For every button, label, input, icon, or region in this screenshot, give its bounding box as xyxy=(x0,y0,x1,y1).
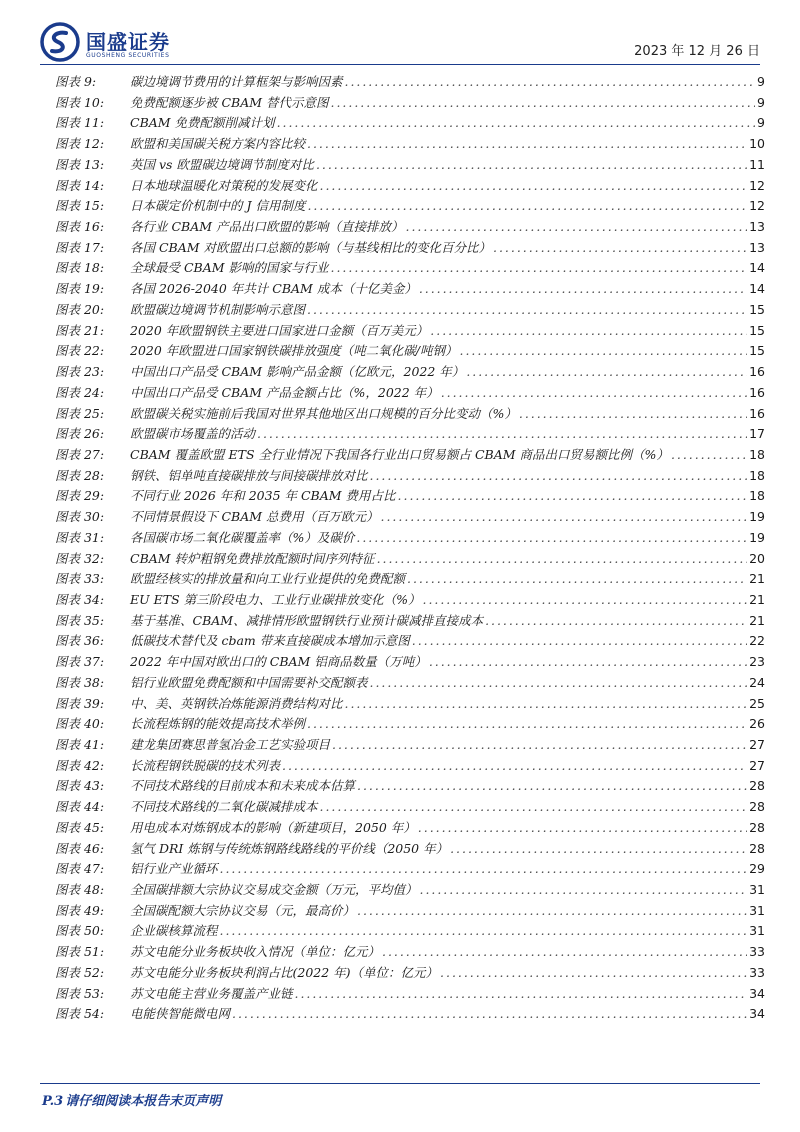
toc-dot-leader xyxy=(307,714,747,735)
toc-figure-label: 图表 27: xyxy=(55,446,105,462)
toc-figure-label: 图表 20: xyxy=(55,301,105,317)
toc-figure-label: 图表 25: xyxy=(55,405,105,421)
toc-figure-title: 基于基准、CBAM、减排情形欧盟钢铁行业预计碳减排直接成本 xyxy=(130,612,484,628)
toc-page-number: 18 xyxy=(749,446,765,462)
toc-dot-leader xyxy=(357,776,747,797)
toc-entry[interactable] xyxy=(55,341,765,362)
toc-figure-title: 2022 年中国对欧出口的 CBAM 铝商品数量（万吨） xyxy=(130,654,427,670)
toc-entry[interactable] xyxy=(55,134,765,155)
toc-entry[interactable] xyxy=(55,756,765,777)
toc-figure-label: 图表 43: xyxy=(55,778,105,794)
toc-dot-leader xyxy=(441,383,747,404)
toc-page-number: 11 xyxy=(749,156,765,172)
toc-figure-label: 图表 49: xyxy=(55,902,105,918)
toc-figure-title: 中、美、英钢铁冶炼能源消费结构对比 xyxy=(130,695,343,711)
toc-figure-title: 钢铁、铝单吨直接碳排放与间接碳排放对比 xyxy=(130,467,368,483)
toc-page-number: 21 xyxy=(749,571,765,587)
toc-page-number: 28 xyxy=(749,819,765,835)
toc-entry[interactable] xyxy=(55,569,765,590)
toc-entry[interactable] xyxy=(55,611,765,632)
toc-figure-title: CBAM 免费配额削减计划 xyxy=(130,115,275,131)
toc-entry[interactable] xyxy=(55,507,765,528)
toc-page-number: 14 xyxy=(749,281,765,297)
toc-dot-leader xyxy=(316,155,747,176)
toc-figure-label: 图表 24: xyxy=(55,384,105,400)
toc-entry[interactable] xyxy=(55,590,765,611)
toc-dot-leader xyxy=(493,238,747,259)
toc-figure-label: 图表 32: xyxy=(55,550,105,566)
toc-dot-leader xyxy=(220,921,748,942)
toc-figure-label: 图表 45: xyxy=(55,819,105,835)
toc-figure-title: 电能侠智能微电网 xyxy=(130,1006,231,1022)
toc-figure-title: 全国碳排额大宗协议交易成交金额（万元，平均值） xyxy=(130,882,418,898)
toc-entry[interactable] xyxy=(55,93,765,114)
toc-page-number: 34 xyxy=(749,985,765,1001)
toc-figure-label: 图表 38: xyxy=(55,674,105,690)
figure-list xyxy=(55,72,765,1025)
toc-dot-leader xyxy=(450,839,747,860)
toc-figure-label: 图表 47: xyxy=(55,861,105,877)
toc-page-number: 29 xyxy=(749,861,765,877)
toc-dot-leader xyxy=(356,528,747,549)
toc-page-number: 33 xyxy=(749,964,765,980)
footer-divider xyxy=(40,1083,760,1084)
toc-entry[interactable] xyxy=(55,279,765,300)
toc-figure-title: 企业碳核算流程 xyxy=(130,923,218,939)
page-header xyxy=(40,20,760,66)
toc-entry[interactable] xyxy=(55,113,765,134)
toc-entry[interactable] xyxy=(55,797,765,818)
brand-name: 国盛证券 xyxy=(86,30,170,54)
toc-entry[interactable] xyxy=(55,673,765,694)
toc-dot-leader xyxy=(671,445,747,466)
toc-figure-label: 图表 18: xyxy=(55,260,105,276)
toc-figure-label: 图表 9: xyxy=(55,74,97,89)
toc-page-number: 19 xyxy=(749,509,765,525)
toc-figure-label: 图表 21: xyxy=(55,322,105,338)
toc-entry[interactable] xyxy=(55,984,765,1005)
toc-page-number: 13 xyxy=(749,239,765,255)
toc-entry[interactable] xyxy=(55,735,765,756)
toc-figure-title: 氢气 DRI 炼钢与传统炼钢路线路线的平价线（2050 年） xyxy=(130,840,449,856)
toc-page-number: 25 xyxy=(749,695,765,711)
toc-page-number: 18 xyxy=(749,467,765,483)
toc-dot-leader xyxy=(307,134,747,155)
toc-figure-label: 图表 50: xyxy=(55,923,105,939)
toc-figure-title: 2020 年欧盟进口国家钢铁碳排放强度（吨二氧化碳/吨钢） xyxy=(130,343,458,359)
toc-figure-label: 图表 37: xyxy=(55,654,105,670)
toc-figure-title: 各国 CBAM 对欧盟出口总额的影响（与基线相比的变化百分比） xyxy=(130,239,492,255)
toc-page-number: 31 xyxy=(749,902,765,918)
toc-dot-leader xyxy=(345,72,756,93)
toc-dot-leader xyxy=(320,797,748,818)
toc-entry[interactable] xyxy=(55,921,765,942)
toc-figure-title: 长流程炼钢的能效提高技术举例 xyxy=(130,716,306,732)
toc-dot-leader xyxy=(331,258,748,279)
toc-dot-leader xyxy=(332,735,747,756)
toc-dot-leader xyxy=(295,984,748,1005)
toc-dot-leader xyxy=(232,1004,747,1025)
toc-page-number: 31 xyxy=(749,923,765,939)
toc-figure-title: CBAM 转炉粗钢免费排放配额时间序列特征 xyxy=(130,550,375,566)
disclaimer-notice: 请仔细阅读本报告末页声明 xyxy=(65,1094,222,1109)
toc-page-number: 13 xyxy=(749,219,765,235)
toc-page-number: 24 xyxy=(749,674,765,690)
toc-dot-leader xyxy=(382,942,747,963)
toc-page-number: 34 xyxy=(749,1006,765,1022)
toc-figure-label: 图表 35: xyxy=(55,612,105,628)
toc-figure-title: 苏文电能主营业务覆盖产业链 xyxy=(130,985,293,1001)
toc-page-number: 9 xyxy=(757,94,765,110)
toc-figure-title: 苏文电能分业务板块收入情况（单位：亿元） xyxy=(130,944,381,960)
toc-dot-leader xyxy=(429,652,747,673)
toc-figure-label: 图表 33: xyxy=(55,571,105,587)
toc-page-number: 9 xyxy=(757,115,765,131)
toc-page-number: 12 xyxy=(749,198,765,214)
toc-figure-label: 图表 34: xyxy=(55,591,105,607)
toc-entry[interactable] xyxy=(55,383,765,404)
toc-figure-label: 图表 26: xyxy=(55,426,105,442)
toc-dot-leader xyxy=(257,424,747,445)
toc-dot-leader xyxy=(420,880,748,901)
toc-dot-leader xyxy=(381,507,748,528)
toc-page-number: 16 xyxy=(749,384,765,400)
toc-figure-title: 铝行业产业循环 xyxy=(130,861,218,877)
toc-dot-leader xyxy=(466,362,747,383)
toc-page-number: 12 xyxy=(749,177,765,193)
toc-figure-label: 图表 51: xyxy=(55,944,105,960)
toc-entry[interactable] xyxy=(55,901,765,922)
toc-dot-leader xyxy=(307,300,747,321)
toc-dot-leader xyxy=(407,569,747,590)
toc-figure-title: 不同情景假设下 CBAM 总费用（百万欧元） xyxy=(130,509,379,525)
toc-figure-title: 低碳技术替代及 cbam 带来直接碳成本增加示意图 xyxy=(130,633,410,649)
toc-entry[interactable] xyxy=(55,549,765,570)
toc-page-number: 20 xyxy=(749,550,765,566)
toc-entry[interactable] xyxy=(55,963,765,984)
toc-figure-title: 苏文电能分业务板块利润占比(2022 年)（单位：亿元） xyxy=(130,964,439,980)
toc-figure-label: 图表 22: xyxy=(55,343,105,359)
toc-figure-label: 图表 17: xyxy=(55,239,105,255)
toc-dot-leader xyxy=(277,113,755,134)
toc-dot-leader xyxy=(398,486,748,507)
toc-figure-title: 用电成本对炼钢成本的影响（新建项目，2050 年） xyxy=(130,819,416,835)
toc-entry[interactable] xyxy=(55,528,765,549)
toc-dot-leader xyxy=(345,694,748,715)
toc-figure-title: 欧盟和美国碳关税方案内容比较 xyxy=(130,136,306,152)
toc-dot-leader xyxy=(370,673,748,694)
toc-entry[interactable] xyxy=(55,217,765,238)
toc-dot-leader xyxy=(370,466,748,487)
toc-dot-leader xyxy=(485,611,747,632)
toc-dot-leader xyxy=(406,217,748,238)
toc-entry[interactable] xyxy=(55,321,765,342)
toc-page-number: 21 xyxy=(749,612,765,628)
toc-figure-title: 欧盟经核实的排放量和向工业行业提供的免费配额 xyxy=(130,571,406,587)
toc-entry[interactable] xyxy=(55,714,765,735)
toc-figure-title: 全国碳配额大宗协议交易（元，最高价） xyxy=(130,902,356,918)
toc-entry[interactable] xyxy=(55,818,765,839)
toc-entry[interactable] xyxy=(55,155,765,176)
toc-figure-label: 图表 13: xyxy=(55,156,105,172)
toc-figure-label: 图表 19: xyxy=(55,281,105,297)
toc-page-number: 9 xyxy=(757,74,765,89)
toc-figure-label: 图表 23: xyxy=(55,364,105,380)
toc-figure-label: 图表 40: xyxy=(55,716,105,732)
toc-figure-title: 各国碳市场二氧化碳覆盖率（%）及碳价 xyxy=(130,529,355,545)
toc-figure-label: 图表 36: xyxy=(55,633,105,649)
toc-figure-title: 英国 vs 欧盟碳边境调节制度对比 xyxy=(130,156,314,172)
brand-name-en: GUOSHENG SECURITIES xyxy=(86,52,170,59)
page-footer xyxy=(42,1090,221,1109)
toc-entry[interactable] xyxy=(55,362,765,383)
toc-page-number: 26 xyxy=(749,716,765,732)
toc-page-number: 19 xyxy=(749,529,765,545)
toc-entry[interactable] xyxy=(55,942,765,963)
toc-figure-title: 欧盟碳市场覆盖的活动 xyxy=(130,426,256,442)
toc-figure-label: 图表 46: xyxy=(55,840,105,856)
toc-dot-leader xyxy=(357,901,747,922)
toc-figure-label: 图表 11: xyxy=(55,115,105,131)
toc-figure-label: 图表 16: xyxy=(55,219,105,235)
toc-page-number: 23 xyxy=(749,654,765,670)
toc-dot-leader xyxy=(460,341,748,362)
toc-figure-title: 免费配额逐步被 CBAM 替代示意图 xyxy=(130,94,329,110)
toc-entry[interactable] xyxy=(55,196,765,217)
toc-figure-label: 图表 41: xyxy=(55,737,105,752)
toc-figure-label: 图表 48: xyxy=(55,882,105,898)
header-divider xyxy=(40,64,760,65)
toc-page-number: 15 xyxy=(749,322,765,338)
toc-page-number: 16 xyxy=(749,364,765,380)
toc-page-number: 28 xyxy=(749,840,765,856)
toc-dot-leader xyxy=(418,818,747,839)
toc-figure-label: 图表 44: xyxy=(55,799,105,815)
toc-entry[interactable] xyxy=(55,631,765,652)
toc-figure-label: 图表 53: xyxy=(55,985,105,1001)
toc-entry[interactable] xyxy=(55,176,765,197)
toc-page-number: 28 xyxy=(749,778,765,794)
toc-entry[interactable] xyxy=(55,486,765,507)
toc-figure-title: 不同技术路线的二氧化碳减排成本 xyxy=(130,799,318,815)
toc-entry[interactable] xyxy=(55,859,765,880)
toc-figure-label: 图表 31: xyxy=(55,529,105,545)
toc-figure-title: 碳边境调节费用的计算框架与影响因素 xyxy=(130,74,343,89)
toc-figure-title: 日本碳定价机制中的 J 信用制度 xyxy=(130,198,306,214)
toc-page-number: 31 xyxy=(749,882,765,898)
toc-figure-label: 图表 12: xyxy=(55,136,105,152)
toc-entry[interactable] xyxy=(55,300,765,321)
toc-figure-title: 欧盟碳关税实施前后我国对世界其他地区出口规模的百分比变动（%） xyxy=(130,405,517,421)
toc-entry[interactable] xyxy=(55,238,765,259)
toc-page-number: 10 xyxy=(749,136,765,152)
toc-figure-label: 图表 54: xyxy=(55,1006,105,1022)
toc-page-number: 17 xyxy=(749,426,765,442)
toc-figure-label: 图表 42: xyxy=(55,757,105,773)
toc-figure-label: 图表 10: xyxy=(55,94,105,110)
toc-entry[interactable] xyxy=(55,776,765,797)
toc-dot-leader xyxy=(220,859,748,880)
toc-dot-leader xyxy=(419,279,747,300)
toc-figure-title: 欧盟碳边境调节机制影响示意图 xyxy=(130,301,306,317)
toc-page-number: 16 xyxy=(749,405,765,421)
toc-page-number: 21 xyxy=(749,591,765,607)
toc-figure-title: 各国 2026-2040 年共计 CBAM 成本（十亿美金） xyxy=(130,281,417,297)
toc-figure-title: 铝行业欧盟免费配额和中国需要补交配额表 xyxy=(130,674,368,690)
toc-page-number: 33 xyxy=(749,944,765,960)
toc-page-number: 28 xyxy=(749,799,765,815)
toc-figure-label: 图表 30: xyxy=(55,509,105,525)
toc-figure-label: 图表 15: xyxy=(55,198,105,214)
toc-figure-title: 中国出口产品受 CBAM 影响产品金额（亿欧元，2022 年） xyxy=(130,364,465,380)
report-date: 2023 年 12 月 26 日 xyxy=(634,44,760,59)
toc-page-number: 14 xyxy=(749,260,765,276)
toc-dot-leader xyxy=(423,590,748,611)
toc-figure-title: 各行业 CBAM 产品出口欧盟的影响（直接排放） xyxy=(130,219,404,235)
toc-figure-label: 图表 28: xyxy=(55,467,105,483)
toc-entry[interactable] xyxy=(55,424,765,445)
toc-figure-label: 图表 39: xyxy=(55,695,105,711)
toc-figure-title: 2020 年欧盟钢铁主要进口国家进口金额（百万美元） xyxy=(130,322,429,338)
page-number: P.3 xyxy=(42,1094,64,1109)
toc-entry[interactable] xyxy=(55,72,765,93)
toc-figure-label: 图表 14: xyxy=(55,177,105,193)
toc-figure-title: 长流程钢铁脱碳的技术列表 xyxy=(130,757,281,773)
toc-dot-leader xyxy=(282,756,747,777)
toc-figure-title: EU ETS 第三阶段电力、工业行业碳排放变化（%） xyxy=(130,591,421,607)
toc-entry[interactable] xyxy=(55,694,765,715)
toc-figure-title: 建龙集团赛思普氢冶金工艺实验项目 xyxy=(130,737,331,752)
guosheng-logo-icon xyxy=(40,22,80,62)
toc-figure-title: 日本地球温暖化对策税的发展变化 xyxy=(130,177,318,193)
toc-dot-leader xyxy=(377,549,748,570)
toc-entry[interactable] xyxy=(55,839,765,860)
toc-figure-label: 图表 29: xyxy=(55,488,105,504)
toc-page-number: 15 xyxy=(749,301,765,317)
toc-page-number: 22 xyxy=(749,633,765,649)
toc-dot-leader xyxy=(320,176,748,197)
toc-entry[interactable] xyxy=(55,1004,765,1025)
toc-page-number: 27 xyxy=(749,737,765,752)
toc-dot-leader xyxy=(440,963,747,984)
toc-entry[interactable] xyxy=(55,445,765,466)
toc-entry[interactable] xyxy=(55,466,765,487)
toc-figure-title: 不同技术路线的目前成本和未来成本估算 xyxy=(130,778,356,794)
toc-entry[interactable] xyxy=(55,258,765,279)
toc-figure-title: 中国出口产品受 CBAM 产品金额占比（%，2022 年） xyxy=(130,384,439,400)
toc-entry[interactable] xyxy=(55,404,765,425)
toc-dot-leader xyxy=(519,404,747,425)
toc-page-number: 15 xyxy=(749,343,765,359)
toc-figure-title: 不同行业 2026 年和 2035 年 CBAM 费用占比 xyxy=(130,488,396,504)
toc-dot-leader xyxy=(412,631,747,652)
toc-dot-leader xyxy=(430,321,747,342)
toc-figure-label: 图表 52: xyxy=(55,964,105,980)
toc-dot-leader xyxy=(331,93,756,114)
toc-figure-title: CBAM 覆盖欧盟 ETS 全行业情况下我国各行业出口贸易额占 CBAM 商品出口贸易额比例（%） xyxy=(130,446,669,462)
toc-page-number: 18 xyxy=(749,488,765,504)
toc-page-number: 27 xyxy=(749,757,765,773)
toc-dot-leader xyxy=(307,196,747,217)
toc-entry[interactable] xyxy=(55,880,765,901)
toc-entry[interactable] xyxy=(55,652,765,673)
toc-figure-title: 全球最受 CBAM 影响的国家与行业 xyxy=(130,260,329,276)
